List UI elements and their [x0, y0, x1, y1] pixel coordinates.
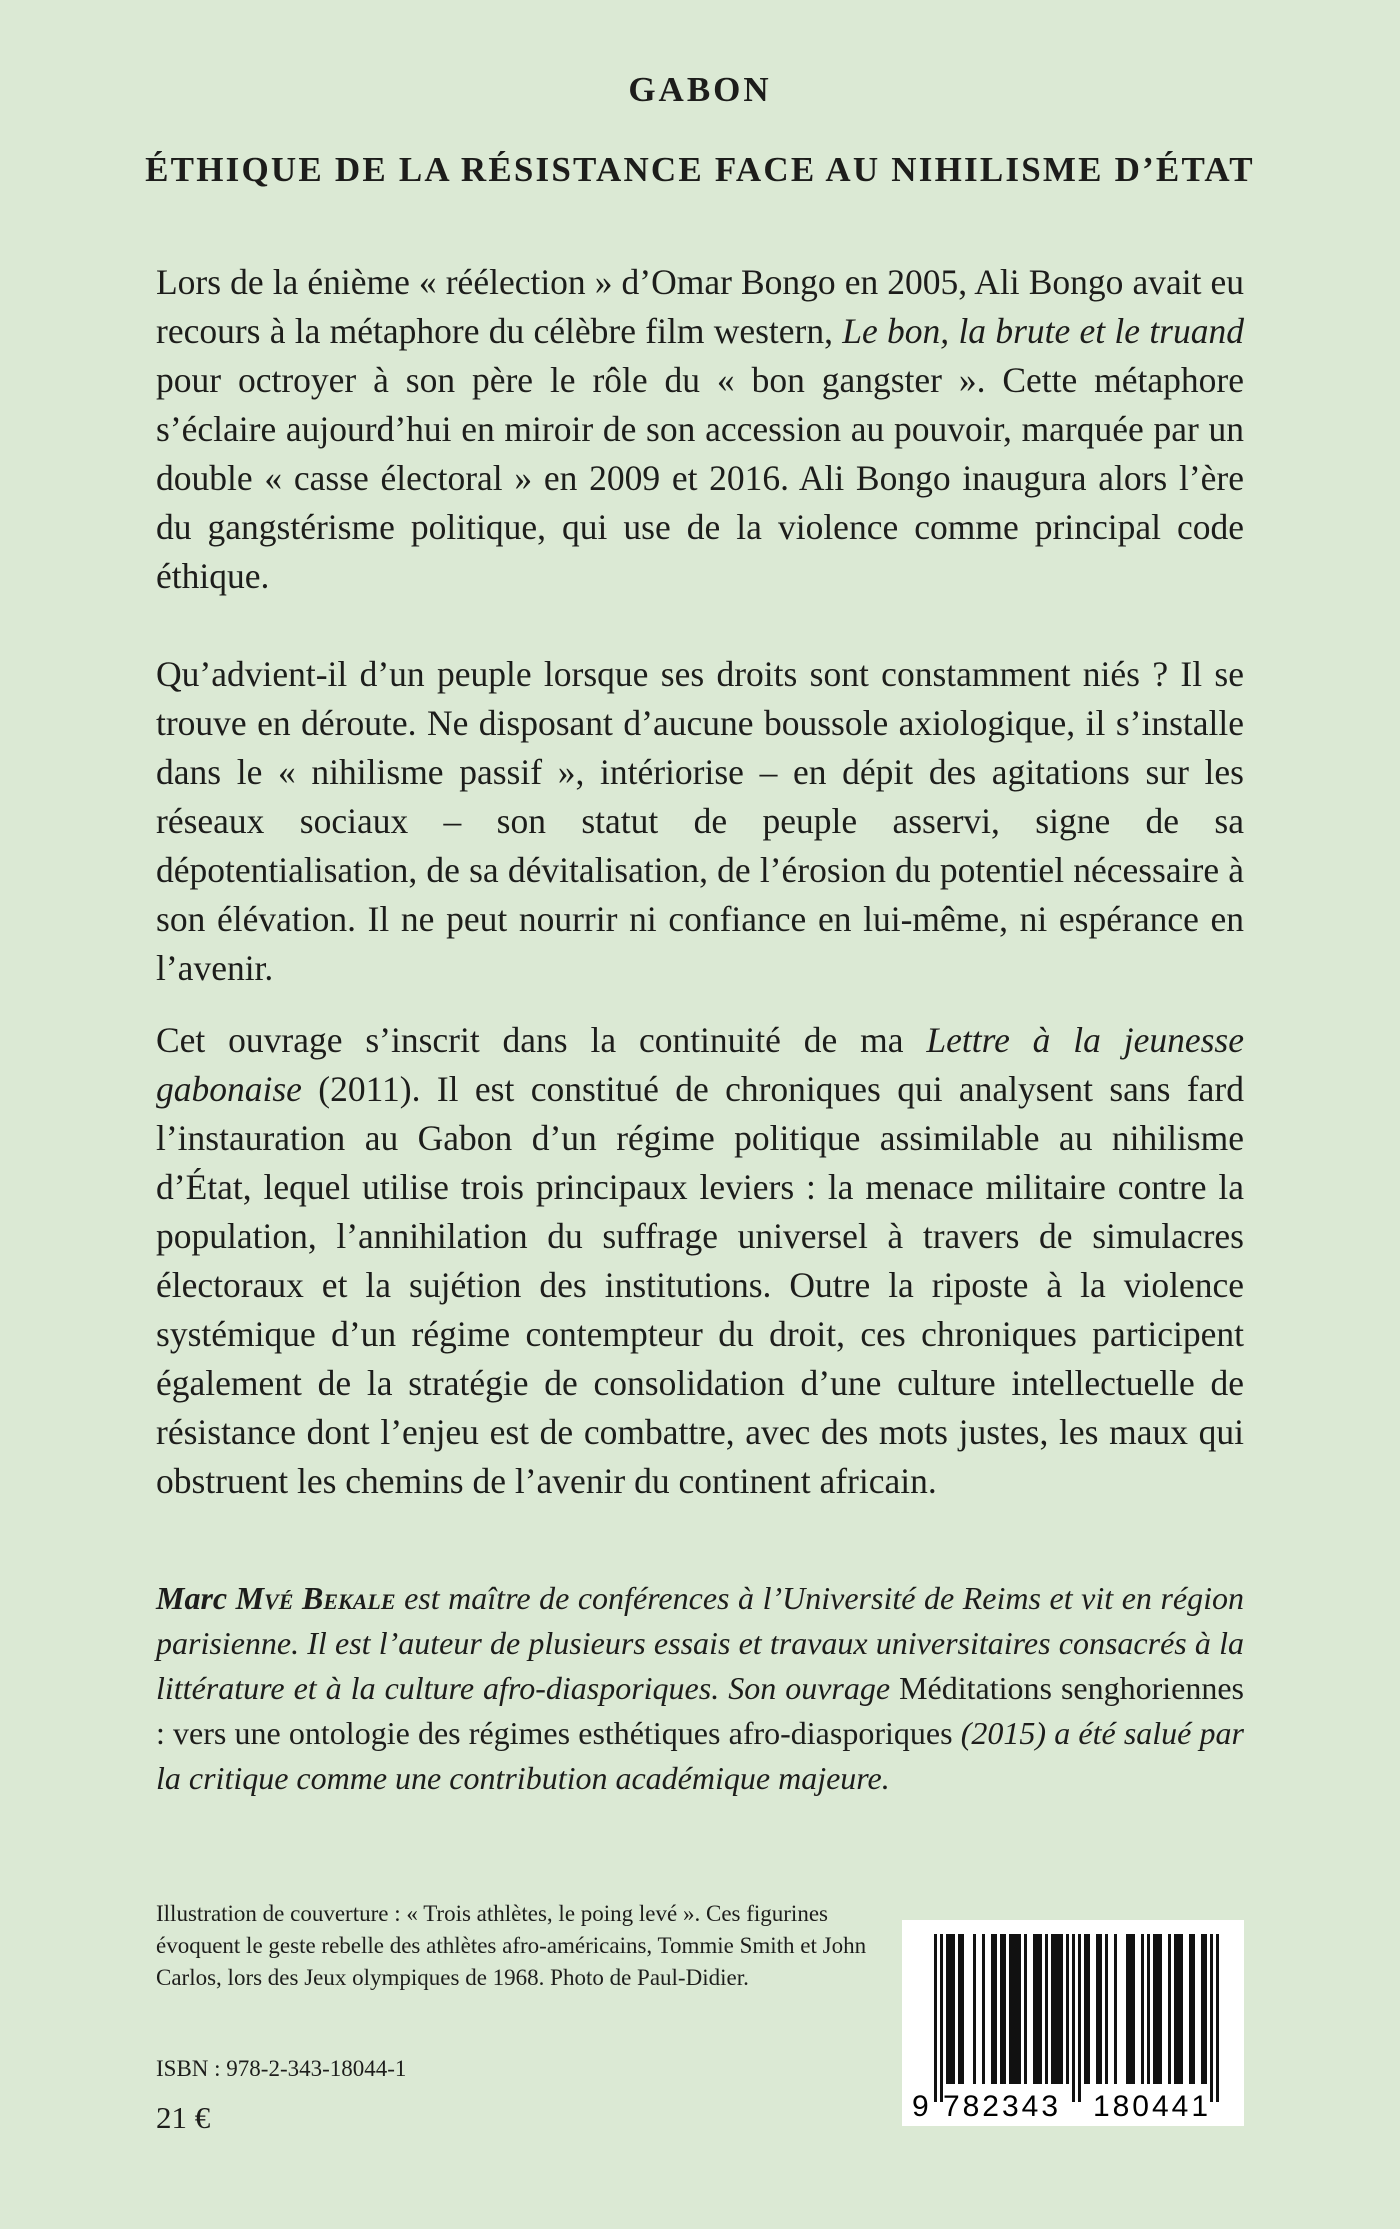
barcode-bar [949, 1934, 952, 2084]
barcode-bar [1009, 1934, 1012, 2084]
barcode-bar [1072, 1934, 1075, 2102]
barcode-bar [1168, 1934, 1171, 2084]
barcode-bar [934, 1934, 937, 2102]
header [0, 70, 1400, 190]
author-name [156, 1580, 396, 1616]
barcode-bar [973, 1934, 976, 2084]
barcode-bar [946, 1934, 949, 2084]
barcode-bar [1174, 1934, 1177, 2084]
barcode-bar [1180, 1934, 1183, 2084]
barcode-bars [934, 1934, 1219, 2102]
barcode-bar [1039, 1934, 1042, 2084]
barcode-bar [1054, 1934, 1057, 2084]
paragraph-2: Qu’advient-il d’un peuple lorsque ses droits sont constamment niés ? Il se trouve en déroute. Ne disposant d’aucune boussole axiologique, il s’installe dans le « nihilisme passif », intériorise – en dépit des agitations sur les réseaux sociaux – son statut de peuple asservi, signe de sa dépotentialisation, de sa dévitalisation, de l’érosion du potentiel nécessaire à son élévation. Il ne peut nourrir ni confiance en lui-même, ni espérance en l’avenir. [156, 654, 1244, 988]
book-subtitle: ÉTHIQUE DE LA RÉSISTANCE FACE AU NIHILISME D’ÉTAT [145, 150, 1255, 189]
paragraph-3-text-b: (2011). Il est constitué de chroniques qui analysent sans fard l’instauration au Gabon d’un régime politique assimilable au nihilisme d’État, lequel utilise trois principaux leviers : la menace militaire contre la population, l’annihilation du suffrage universel à travers de simulacres électoraux et la sujétion des institutions. Outre la riposte à la violence systémique d’un régime contempteur du droit, ces chroniques participent également de la stratégie de consolidation d’une culture intellectuelle de résistance dont l’enjeu est de combattre, avec des mots justes, les maux qui obstruent les chemins de l’avenir du continent africain. [156, 1069, 1244, 1501]
barcode-bar [1210, 1934, 1213, 2102]
barcode-bar [1216, 1934, 1219, 2102]
barcode-bar [1129, 1934, 1132, 2084]
barcode-bar [1000, 1934, 1003, 2084]
barcode-graphic [902, 1920, 1244, 2126]
barcode-bar [961, 1934, 964, 2084]
author-first-name: Marc [156, 1580, 236, 1616]
barcode-bar [1060, 1934, 1063, 2084]
cover-credit: Illustration de couverture : « Trois athlètes, le poing levé ». Ces figurines évoquent le geste rebelle des athlètes afro-américains, Tommie Smith et John Carlos, lors des Jeux olympiques de 1968. Photo de Paul-Didier. [156, 1901, 867, 1990]
price: 21 € [156, 2100, 211, 2135]
barcode-bar [1114, 1934, 1117, 2084]
barcode-bar [1189, 1934, 1192, 2084]
paragraph-1-text-a: Lors de la énième « réélection » d’Omar Bongo en 2005, Ali Bongo avait eu recours à la métaphore du célèbre film western, [156, 262, 1244, 351]
barcode-left-digits: 782343 [942, 2090, 1062, 2123]
barcode-bar [1192, 1934, 1195, 2084]
barcode-bar [1201, 1934, 1204, 2084]
barcode-bar [1024, 1934, 1027, 2084]
barcode-bar [1153, 1934, 1156, 2084]
book-title: GABON [628, 70, 772, 109]
author-last-name: Mvé Bekale [235, 1580, 396, 1616]
barcode-bar [1033, 1934, 1036, 2084]
barcode-bar [952, 1934, 955, 2084]
author-bio [156, 1576, 1244, 1801]
barcode-bar [1018, 1934, 1021, 2084]
barcode-bar [1099, 1934, 1102, 2084]
barcode-bar [1015, 1934, 1018, 2084]
barcode-bar [1105, 1934, 1108, 2084]
author-bio-text-a: est maître de conférences à l’Université de Reims et vit en région parisienne. Il est l’auteur de plusieurs essais et travaux universitaires consacrés à la littérature et à la culture afro-diasporiques. Son ouvrage [156, 1580, 1245, 1706]
barcode-bar [1078, 1934, 1081, 2102]
paragraph-3 [156, 1016, 1244, 1506]
barcode-bar [940, 1934, 943, 2102]
barcode-bar [1177, 1934, 1180, 2084]
barcode-bar [958, 1934, 961, 2084]
barcode-right-digits: 180441 [1092, 2090, 1212, 2123]
author-book-title: Méditations senghoriennes : vers une ontologie des régimes esthétiques afro-diasporiques [156, 1670, 1245, 1751]
barcode-bar [994, 1934, 997, 2084]
barcode-bar [1051, 1934, 1054, 2084]
barcode-bar [1003, 1934, 1006, 2084]
film-title: Le bon, la brute et le truand [842, 311, 1244, 351]
barcode-bar [982, 1934, 985, 2084]
barcode [902, 1920, 1244, 2126]
barcode-bar [1141, 1934, 1144, 2084]
isbn: ISBN : 978-2-343-18044-1 [156, 2056, 407, 2081]
paragraph-1-text-b: pour octroyer à son père le rôle du « bon gangster ». Cette métaphore s’éclaire aujourd’hui en miroir de son accession au pouvoir, marquée par un double « casse électoral » en 2009 et 2016. Ali Bongo inaugura alors l’ère du gangstérisme politique, qui use de la violence comme principal code éthique. [156, 360, 1244, 596]
barcode-bar [1126, 1934, 1129, 2084]
barcode-first-digit: 9 [912, 2090, 929, 2123]
barcode-bar [1096, 1934, 1099, 2084]
barcode-bar [1147, 1934, 1150, 2084]
paragraph-1 [156, 258, 1244, 601]
paragraph-3-text-a: Cet ouvrage s’inscrit dans la continuité de ma [156, 1020, 927, 1060]
barcode-bar [1132, 1934, 1135, 2084]
barcode-bar [1084, 1934, 1087, 2084]
barcode-bar [1036, 1934, 1039, 2084]
author-bio-text-b: (2015) a été salué par la critique comme une contribution académique majeure. [156, 1715, 1245, 1796]
barcode-bar [991, 1934, 994, 2084]
barcode-bar [1012, 1934, 1015, 2084]
barcode-bar [1156, 1934, 1159, 2084]
previous-book-title: Lettre à la jeunesse gabonaise [156, 1020, 1244, 1109]
barcode-bar [1204, 1934, 1207, 2084]
barcode-bar [1087, 1934, 1090, 2084]
barcode-bar [1066, 1934, 1069, 2084]
barcode-bar [1045, 1934, 1048, 2084]
barcode-bar [1057, 1934, 1060, 2084]
barcode-bar [1159, 1934, 1162, 2084]
